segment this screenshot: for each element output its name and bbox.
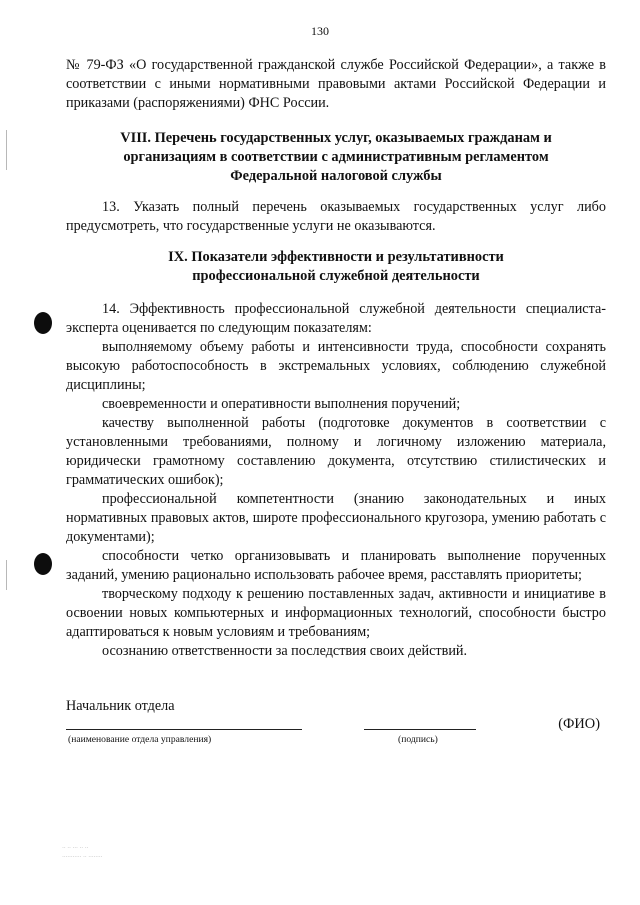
department-caption: (наименование отдела управления) (68, 734, 212, 745)
faded-stamp-mark: ··········· ·· ········ (62, 853, 103, 861)
page-number: 130 (311, 24, 329, 38)
section-8-heading (66, 129, 606, 186)
section-9-heading-line: IX. Показатели эффективности и результативности (168, 249, 504, 265)
fio-label: (ФИО) (558, 716, 600, 732)
punch-hole-top (34, 312, 52, 334)
section-8-heading-line: Федеральной налоговой службы (230, 168, 442, 184)
signature-caption: (подпись) (398, 734, 438, 745)
department-signature-line (66, 729, 302, 730)
section-9-heading-line: профессиональной служебной деятельности (192, 268, 480, 284)
paragraph-13: 13. Указать полный перечень оказываемых государственных услуг либо предусмотреть, что государственные услуги не оказываются. (66, 199, 606, 234)
section-8-heading-line: VIII. Перечень государственных услуг, оказываемых гражданам и (120, 130, 552, 146)
scan-edge-mark (6, 130, 7, 170)
signature-title: Начальник отдела (66, 698, 175, 714)
criterion-item: осознанию ответственности за последствия своих действий. (102, 643, 468, 659)
criterion-item: способности четко организовывать и планировать выполнение порученных заданий, умению рационально использовать рабочее время, расставлять приоритеты; (66, 548, 606, 583)
criterion-item: выполняемому объему работы и интенсивности труда, способности сохранять высокую работоспособность в экстремальных условиях, соблюдению служебной дисциплины; (66, 339, 606, 393)
scan-edge-mark (6, 560, 7, 590)
punch-hole-bottom (34, 553, 52, 575)
intro-paragraph: № 79-ФЗ «О государственной гражданской службе Российской Федерации», а также в соответствии с иными нормативными правовыми актами Российской Федерации и приказами (распоряжениями) ФНС России. (66, 57, 606, 111)
criterion-item: профессиональной компетентности (знанию законодательных и иных нормативных правовых актов, широте профессионального кругозора, умению работать с документами); (66, 491, 606, 545)
signature-line (364, 729, 476, 730)
section-9-heading (66, 248, 606, 286)
criterion-item: качеству выполненной работы (подготовке документов в соответствии с установленными требованиями, полному и логичному изложению материала, юридически грамотному составлению документа, отсутствию стилистических и грамматических ошибок); (66, 415, 606, 488)
section-8-heading-line: организациям в соответствии с административным регламентом (123, 149, 549, 165)
criterion-item: творческому подходу к решению поставленных задач, активности и инициативе в освоении новых компьютерных и информационных технологий, способности быстро адаптироваться к новым условиям и требованиям; (66, 586, 606, 640)
paragraph-14 (66, 300, 606, 661)
faded-stamp-mark: ·· ·· ··· ·· ·· (62, 844, 89, 852)
paragraph-14-intro: 14. Эффективность профессиональной служебной деятельности специалиста-эксперта оценивается по следующим показателям: (66, 301, 606, 336)
criterion-item: своевременности и оперативности выполнения поручений; (102, 396, 461, 412)
